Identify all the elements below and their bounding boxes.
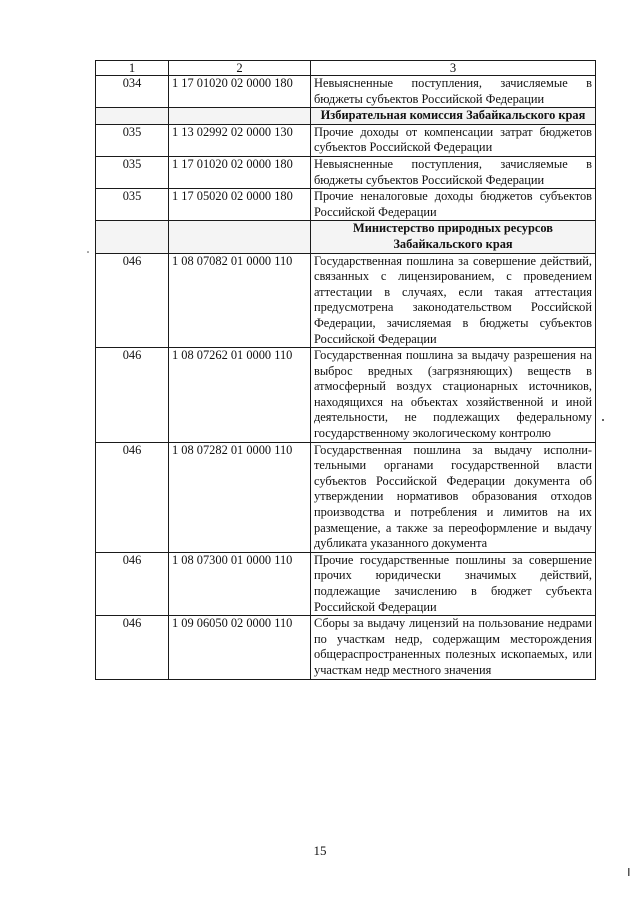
table-row [96,76,596,108]
table-header-row [96,61,596,76]
income-description: Прочие доходы от компенсации затрат бюджетов субъектов Российской Федерации [311,124,596,156]
table-row [96,189,596,221]
admin-code: 046 [96,348,169,443]
admin-code: 046 [96,442,169,552]
table-row [96,552,596,615]
admin-cell [96,221,169,253]
budget-classification-code: 1 17 05020 02 0000 180 [169,189,311,221]
header-col-1: 1 [96,61,169,76]
scan-speck [628,868,630,876]
admin-code: 046 [96,552,169,615]
income-description: Государственная пошлина за совершение действий, связанных с лицензированием, с проведением аттестации в случаях, если такая аттестация предусмотрена законодательством Российской Федерации, зачисляемая в бюджеты субъектов Российской Федерации [311,253,596,348]
income-description: Государственная пошлина за выдачу разрешения на выброс вредных (загрязняющих) веществ в атмосферный воздух стационарных источников, находящихся на объектах хозяйственной и иной деятельности, не подлежащих федеральному государственному экологическому контролю [311,348,596,443]
budget-classification-code: 1 17 01020 02 0000 180 [169,156,311,188]
admin-code: 034 [96,76,169,108]
admin-code: 046 [96,616,169,679]
income-description: Прочие неналоговые доходы бюджетов субъектов Российской Федерации [311,189,596,221]
budget-classification-code: 1 17 01020 02 0000 180 [169,76,311,108]
budget-classification-code: 1 09 06050 02 0000 110 [169,616,311,679]
budget-classification-code: 1 13 02992 02 0000 130 [169,124,311,156]
code-cell [169,108,311,125]
section-heading: Избирательная комиссия Забайкальского края [311,108,596,125]
admin-code: 035 [96,124,169,156]
table-row [96,253,596,348]
budget-classification-code: 1 08 07282 01 0000 110 [169,442,311,552]
header-col-3: 3 [311,61,596,76]
admin-code: 035 [96,189,169,221]
page-number: 15 [313,843,327,858]
section-heading: Министерство природных ресурсов Забайкальского края [311,221,596,253]
budget-codes-table [95,60,596,680]
table-row [96,348,596,443]
income-description: Сборы за выдачу лицензий на пользование недрами по участкам недр, содержащим месторождения общераспространенных полезных ископаемых, или участкам недр местного значения [311,616,596,679]
budget-classification-code: 1 08 07300 01 0000 110 [169,552,311,615]
table-body [96,76,596,680]
budget-classification-code: 1 08 07262 01 0000 110 [169,348,311,443]
table-section-heading-row [96,221,596,253]
table-row [96,442,596,552]
admin-cell [96,108,169,125]
scan-speck [87,251,89,253]
income-description: Невыясненные поступления, зачисляемые в бюджеты субъектов Российской Федерации [311,156,596,188]
admin-code: 046 [96,253,169,348]
income-description: Невыясненные поступления, зачисляемые в бюджеты субъектов Российской Федерации [311,76,596,108]
table-row [96,124,596,156]
admin-code: 035 [96,156,169,188]
table-section-heading-row [96,108,596,125]
table-row [96,616,596,679]
header-col-2: 2 [169,61,311,76]
code-cell [169,221,311,253]
scan-speck [602,419,604,421]
table-row [96,156,596,188]
income-description: Прочие государственные пошлины за совершение прочих юридически значимых действий, подлежащие зачислению в бюджет субъекта Российской Федерации [311,552,596,615]
income-description: Государственная пошлина за выдачу исполнительными органами государственной власти субъектов Российской Федерации документа об утверждении нормативов образования отходов производства и потребления и лимитов на их размещение, а также за переоформление и выдачу дубликата указанного документа [311,442,596,552]
budget-classification-code: 1 08 07082 01 0000 110 [169,253,311,348]
